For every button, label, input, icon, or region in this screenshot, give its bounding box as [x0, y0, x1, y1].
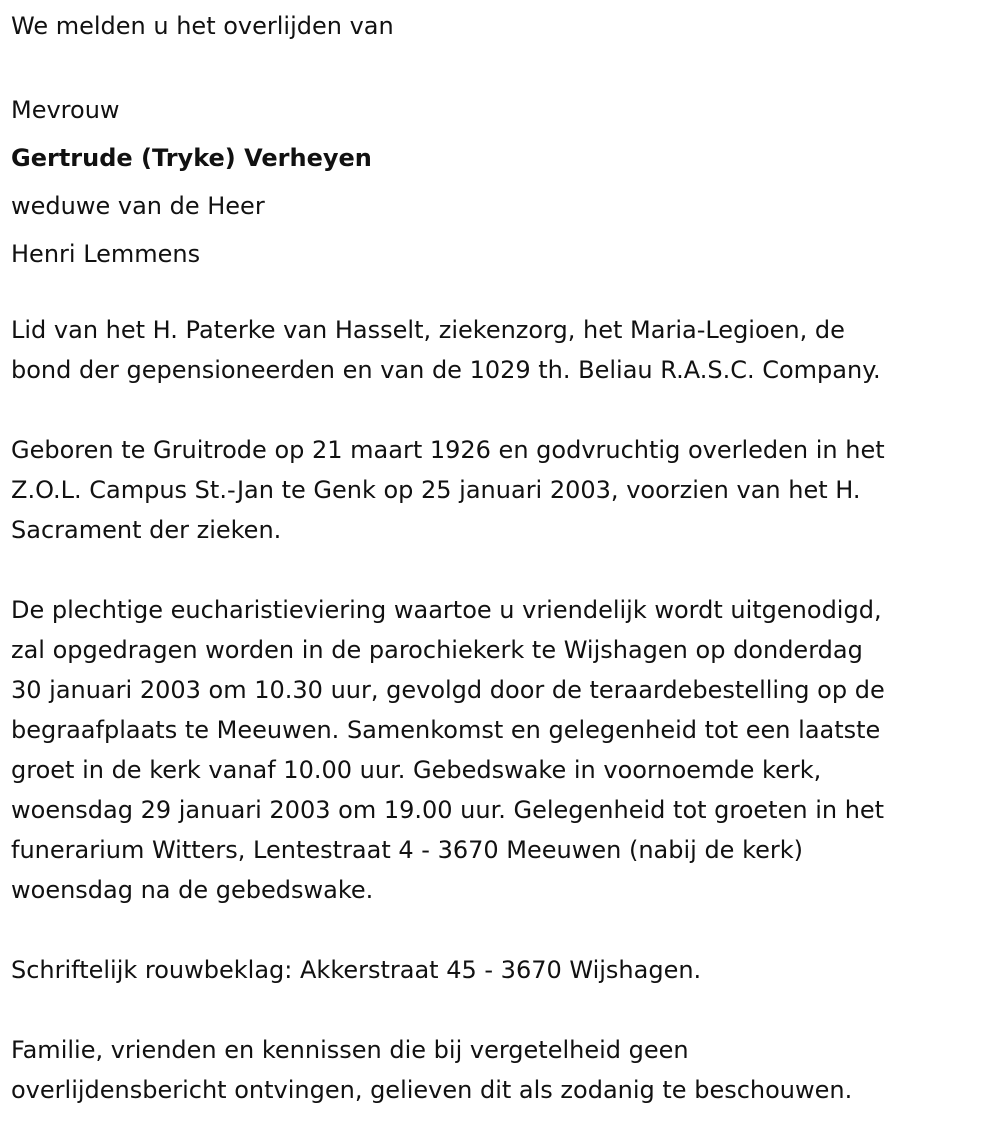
text-line: Lid van het H. Paterke van Hasselt, ziekenzorg, het Maria-Legioen, de: [11, 316, 845, 344]
text-line: De plechtige eucharistieviering waartoe u vriendelijk wordt uitgenodigd,: [11, 596, 882, 624]
text-line: Sacrament der zieken.: [11, 516, 282, 544]
text-line: Z.O.L. Campus St.-Jan te Genk op 25 januari 2003, voorzien van het H.: [11, 476, 861, 504]
text-line: Schriftelijk rouwbeklag: Akkerstraat 45 - 3670 Wijshagen.: [11, 956, 702, 984]
text-line: bond der gepensioneerden en van de 1029 th. Beliau R.A.S.C. Company.: [11, 356, 881, 384]
salutation: Mevrouw: [11, 96, 120, 124]
deceased-block: [11, 86, 372, 278]
intro-text: We melden u het overlijden van: [11, 12, 394, 40]
birth-death-paragraph: [11, 430, 986, 550]
text-line: overlijdensbericht ontvingen, gelieven dit als zodanig te beschouwen.: [11, 1076, 853, 1104]
text-line: begraafplaats te Meeuwen. Samenkomst en gelegenheid tot een laatste: [11, 716, 881, 744]
text-line: Familie, vrienden en kennissen die bij vergetelheid geen: [11, 1036, 689, 1064]
membership-paragraph: [11, 310, 986, 390]
text-line: zal opgedragen worden in de parochiekerk te Wijshagen op donderdag: [11, 636, 863, 664]
text-line: funerarium Witters, Lentestraat 4 - 3670 Meeuwen (nabij de kerk): [11, 836, 804, 864]
text-line: woensdag 29 januari 2003 om 19.00 uur. Gelegenheid tot groeten in het: [11, 796, 885, 824]
condolences-paragraph: [11, 950, 986, 990]
text-line: 30 januari 2003 om 10.30 uur, gevolgd door de teraardebestelling op de: [11, 676, 885, 704]
closing-paragraph: [11, 1030, 986, 1110]
deceased-name: Gertrude (Tryke) Verheyen: [11, 144, 372, 172]
text-line: groet in de kerk vanaf 10.00 uur. Gebedswake in voornoemde kerk,: [11, 756, 822, 784]
spouse-name: Henri Lemmens: [11, 240, 201, 268]
text-line: Geboren te Gruitrode op 21 maart 1926 en godvruchtig overleden in het: [11, 436, 885, 464]
relation-text: weduwe van de Heer: [11, 192, 265, 220]
ceremony-paragraph: [11, 590, 986, 910]
text-line: woensdag na de gebedswake.: [11, 876, 374, 904]
